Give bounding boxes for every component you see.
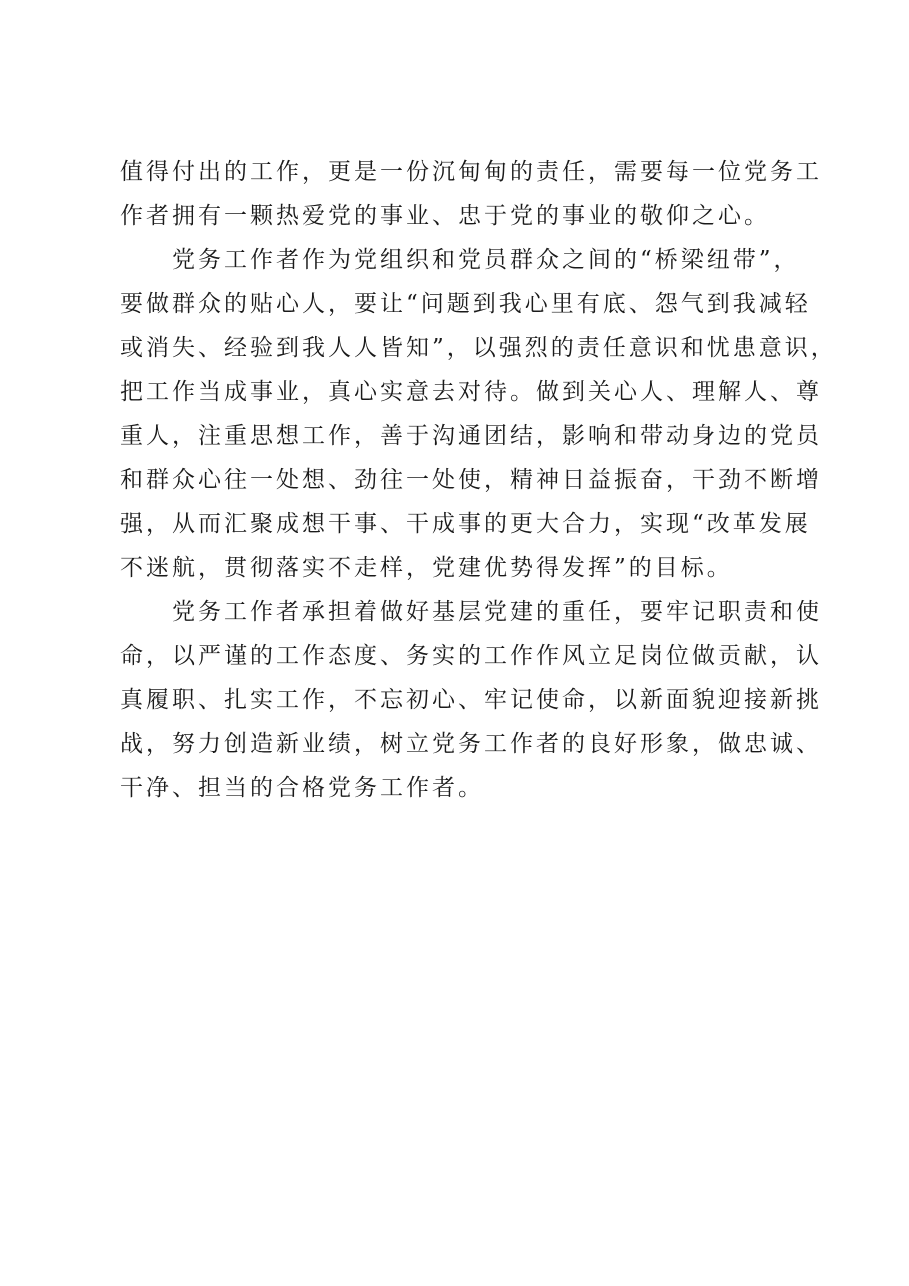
paragraph-3-line-5: 干净、担当的合格党务工作者。 — [120, 775, 484, 801]
paragraph-2-line-6: 和群众心往一处想、劲往一处使，精神日益振奋，干劲不断增 — [120, 467, 822, 493]
paragraph-3-line-4: 战，努力创造新业绩，树立党务工作者的良好形象，做忠诚、 — [120, 731, 822, 757]
paragraph-2-line-4: 把工作当成事业，真心实意去对待。做到关心人、理解人、尊 — [120, 379, 822, 405]
paragraph-2-line-7: 强，从而汇聚成想干事、干成事的更大合力，实现“改革发展 — [120, 511, 811, 537]
paragraph-3-line-3: 真履职、扎实工作，不忘初心、牢记使命，以新面貌迎接新挑 — [120, 687, 822, 713]
paragraph-1-line-2: 作者拥有一颗热爱党的事业、忠于党的事业的敬仰之心。 — [120, 203, 770, 229]
paragraph-2-line-3: 或消失、经验到我人人皆知”，以强烈的责任意识和忧患意识， — [120, 335, 837, 361]
document-body — [120, 150, 837, 810]
paragraph-2-line-5: 重人，注重思想工作，善于沟通团结，影响和带动身边的党员 — [120, 423, 822, 449]
paragraph-2-line-1: 党务工作者作为党组织和党员群众之间的“桥梁纽带”， — [172, 247, 800, 273]
paragraph-2-line-2: 要做群众的贴心人，要让“问题到我心里有底、怨气到我减轻 — [120, 291, 811, 317]
paragraph-3-line-2: 命，以严谨的工作态度、务实的工作作风立足岗位做贡献，认 — [120, 643, 822, 669]
paragraph-1-line-1: 值得付出的工作，更是一份沉甸甸的责任，需要每一位党务工 — [120, 159, 822, 185]
paragraph-2-line-8: 不迷航，贯彻落实不走样，党建优势得发挥”的目标。 — [120, 555, 733, 581]
paragraph-3-line-1: 党务工作者承担着做好基层党建的重任，要牢记职责和使 — [172, 599, 822, 625]
